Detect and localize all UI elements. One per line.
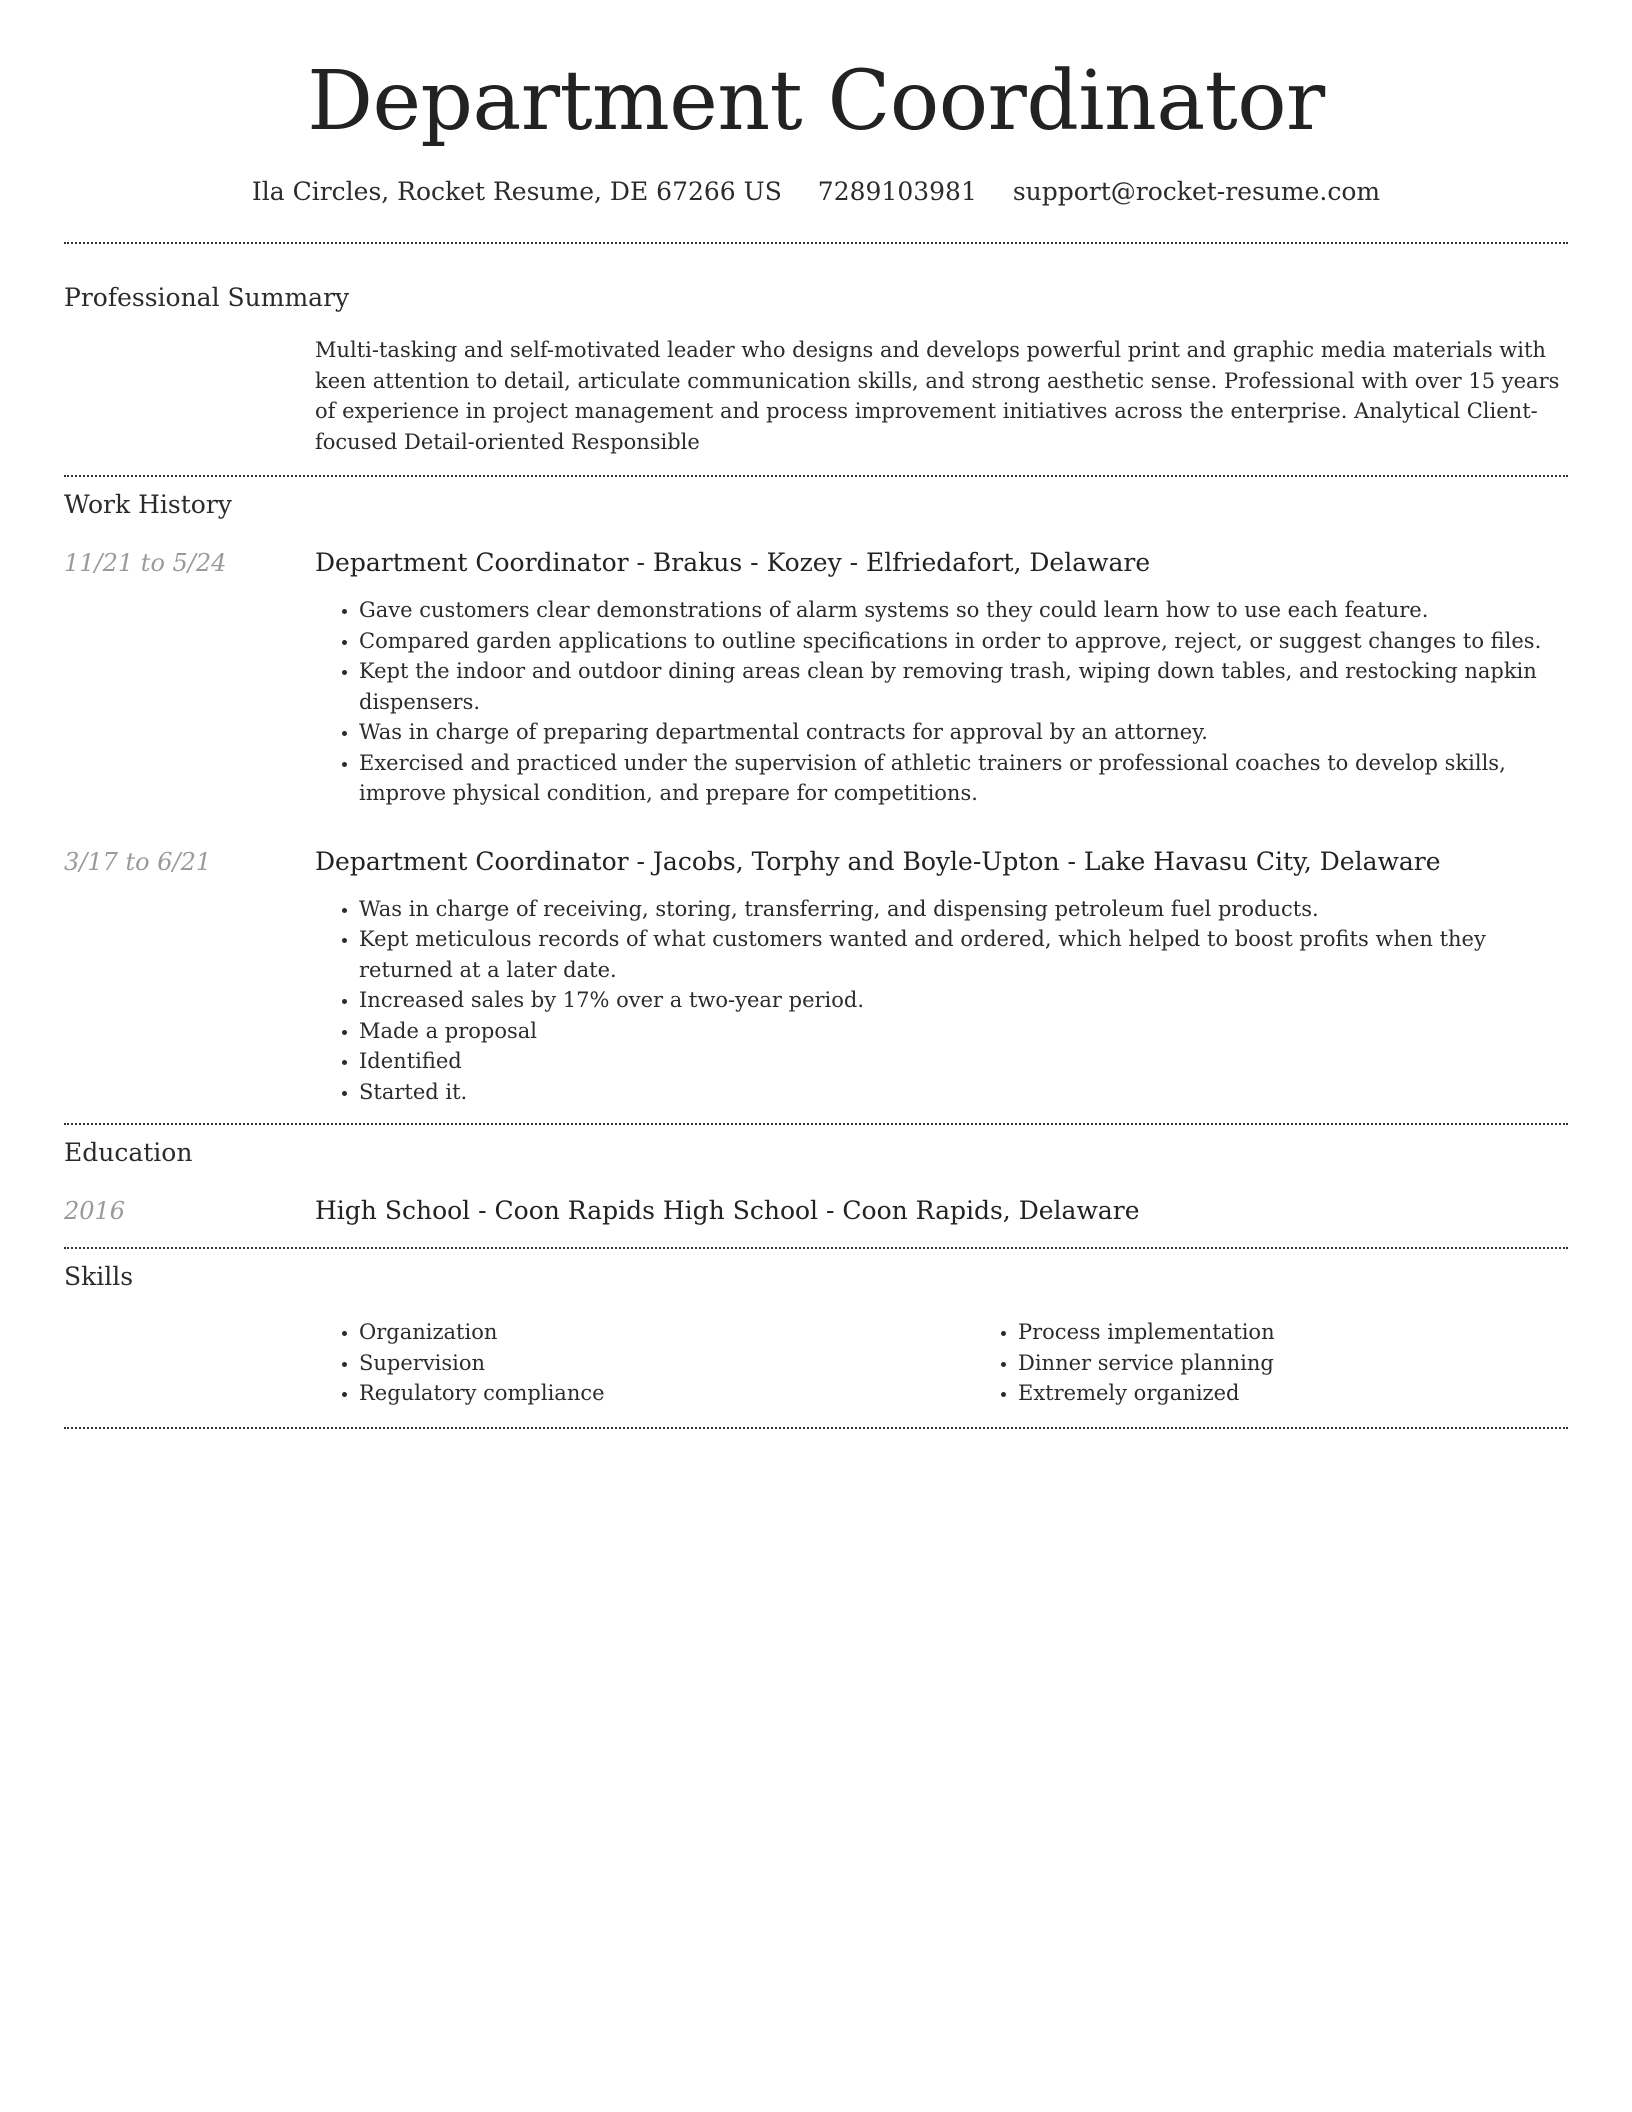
contact-line (64, 174, 1568, 210)
job-bullets (315, 894, 1568, 1108)
list-item: • Made a proposal (359, 1016, 1568, 1047)
skill-item: • Extremely organized (1018, 1378, 1632, 1409)
list-item: • Started it. (359, 1077, 1568, 1108)
contact-email: support@rocket-resume.com (1012, 177, 1381, 206)
list-item: • Increased sales by 17% over a two-year period. (359, 985, 1568, 1016)
list-item: • Gave customers clear demonstrations of alarm systems so they could learn how to use each feature. (359, 595, 1568, 626)
education-section (64, 1125, 1568, 1227)
skill-item: • Organization (359, 1317, 974, 1348)
list-item: • Kept meticulous records of what customers wanted and ordered, which helped to boost profits when they returned at a later date. (359, 924, 1568, 985)
skills-heading: Skills (64, 1262, 134, 1291)
education-title: High School - Coon Rapids High School - Coon Rapids, Delaware (315, 1196, 1140, 1225)
summary-section (64, 244, 1568, 457)
list-item: • Compared garden applications to outline specifications in order to approve, reject, or suggest changes to files. (359, 626, 1568, 657)
job-dates: 3/17 to 6/21 (64, 847, 212, 876)
list-item: • Exercised and practiced under the supervision of athletic trainers or professional coaches to develop skills, improve physical condition, and prepare for competitions. (359, 748, 1568, 809)
work-section (64, 477, 1568, 1107)
skill-item: • Supervision (359, 1348, 974, 1379)
job-entry (64, 846, 1568, 1108)
skill-item: • Dinner service planning (1018, 1348, 1632, 1379)
skill-item: • Regulatory compliance (359, 1378, 974, 1409)
work-heading: Work History (64, 490, 232, 519)
contact-address: Ila Circles, Rocket Resume, DE 67266 US (251, 177, 782, 206)
list-item: • Kept the indoor and outdoor dining areas clean by removing trash, wiping down tables, and restocking napkin dispensers. (359, 656, 1568, 717)
summary-text: Multi-tasking and self-motivated leader who designs and develops powerful print and graphic media materials with keen attention to detail, articulate communication skills, and strong aesthetic sense. Professional with over 15 years of experience in project management and process improvement initiatives across the enterprise. Analytical Client-focused Detail-oriented Responsible (315, 338, 1560, 454)
job-dates: 11/21 to 5/24 (64, 549, 227, 577)
education-date: 2016 (64, 1197, 126, 1225)
contact-phone: 7289103981 (817, 177, 977, 206)
resume-page (64, 0, 1568, 1429)
skills-list-right (974, 1317, 1632, 1409)
list-item: • Was in charge of receiving, storing, transferring, and dispensing petroleum fuel products. (359, 894, 1568, 925)
job-entry (64, 547, 1568, 809)
summary-heading: Professional Summary (64, 283, 350, 312)
list-item: • Identified (359, 1046, 1568, 1077)
job-title: Department Coordinator - Jacobs, Torphy and Boyle-Upton - Lake Havasu City, Delaware (315, 846, 1441, 876)
candidate-name: Department Coordinator (307, 54, 1325, 149)
list-item: • Was in charge of preparing departmental contracts for approval by an attorney. (359, 717, 1568, 748)
job-title: Department Coordinator - Brakus - Kozey - Elfriedafort, Delaware (315, 548, 1151, 577)
skill-item: • Process implementation (1018, 1317, 1632, 1348)
skills-list-left (315, 1317, 974, 1409)
skills-section (64, 1249, 1568, 1409)
education-heading: Education (64, 1138, 193, 1167)
education-entry (64, 1195, 1568, 1227)
divider (64, 1427, 1568, 1429)
job-bullets (315, 595, 1568, 809)
